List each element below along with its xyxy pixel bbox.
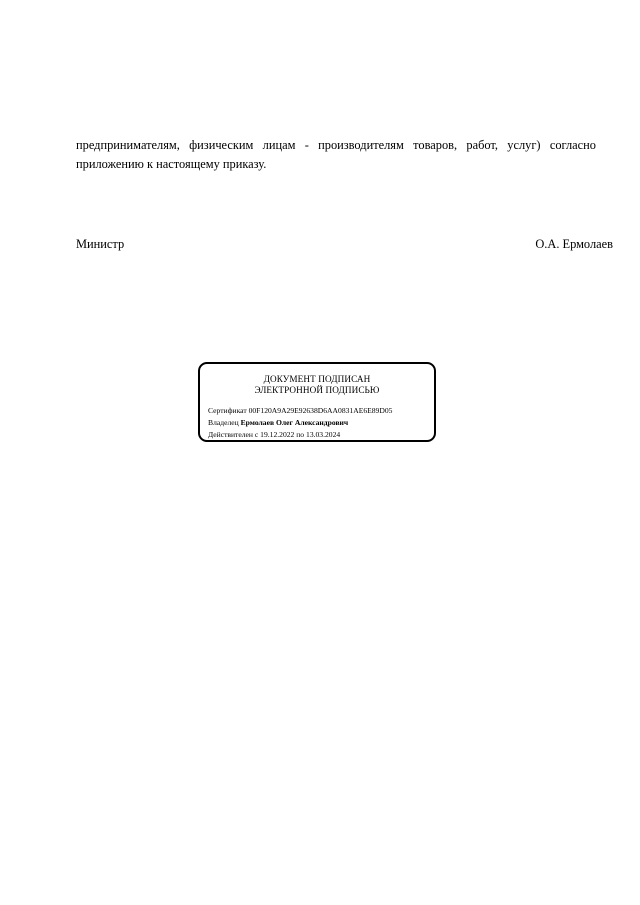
electronic-signature-stamp	[198, 362, 436, 442]
valid-from-date: 19.12.2022	[260, 430, 295, 439]
valid-label: Действителен	[208, 430, 253, 439]
stamp-heading-line-1: ДОКУМЕНТ ПОДПИСАН	[263, 374, 371, 384]
owner-label: Владелец	[208, 418, 239, 427]
valid-to-date: 13.03.2024	[306, 430, 341, 439]
body-paragraph	[76, 136, 596, 174]
certificate-value: 00F120A9A29E92638D6AA0831AE6E89D05	[248, 406, 393, 415]
validity-row	[208, 429, 392, 441]
stamp-details	[208, 405, 392, 441]
valid-to-prefix: по	[296, 430, 305, 439]
certificate-row	[208, 405, 392, 417]
paragraph-line-2: приложению к настоящему приказу.	[76, 157, 267, 171]
signer-title: Министр	[76, 237, 125, 251]
valid-from-prefix: с	[254, 430, 259, 439]
owner-value: Ермолаев Олег Александрович	[240, 418, 349, 427]
signer-name: О.А. Ермолаев	[535, 237, 613, 251]
paragraph-line-1: предпринимателям, физическим лицам - производителям товаров, работ, услуг) согласно	[76, 138, 596, 152]
stamp-heading	[200, 374, 434, 396]
stamp-heading-line-2: ЭЛЕКТРОННОЙ ПОДПИСЬЮ	[254, 385, 380, 395]
certificate-label: Сертификат	[208, 406, 247, 415]
owner-row	[208, 417, 392, 429]
